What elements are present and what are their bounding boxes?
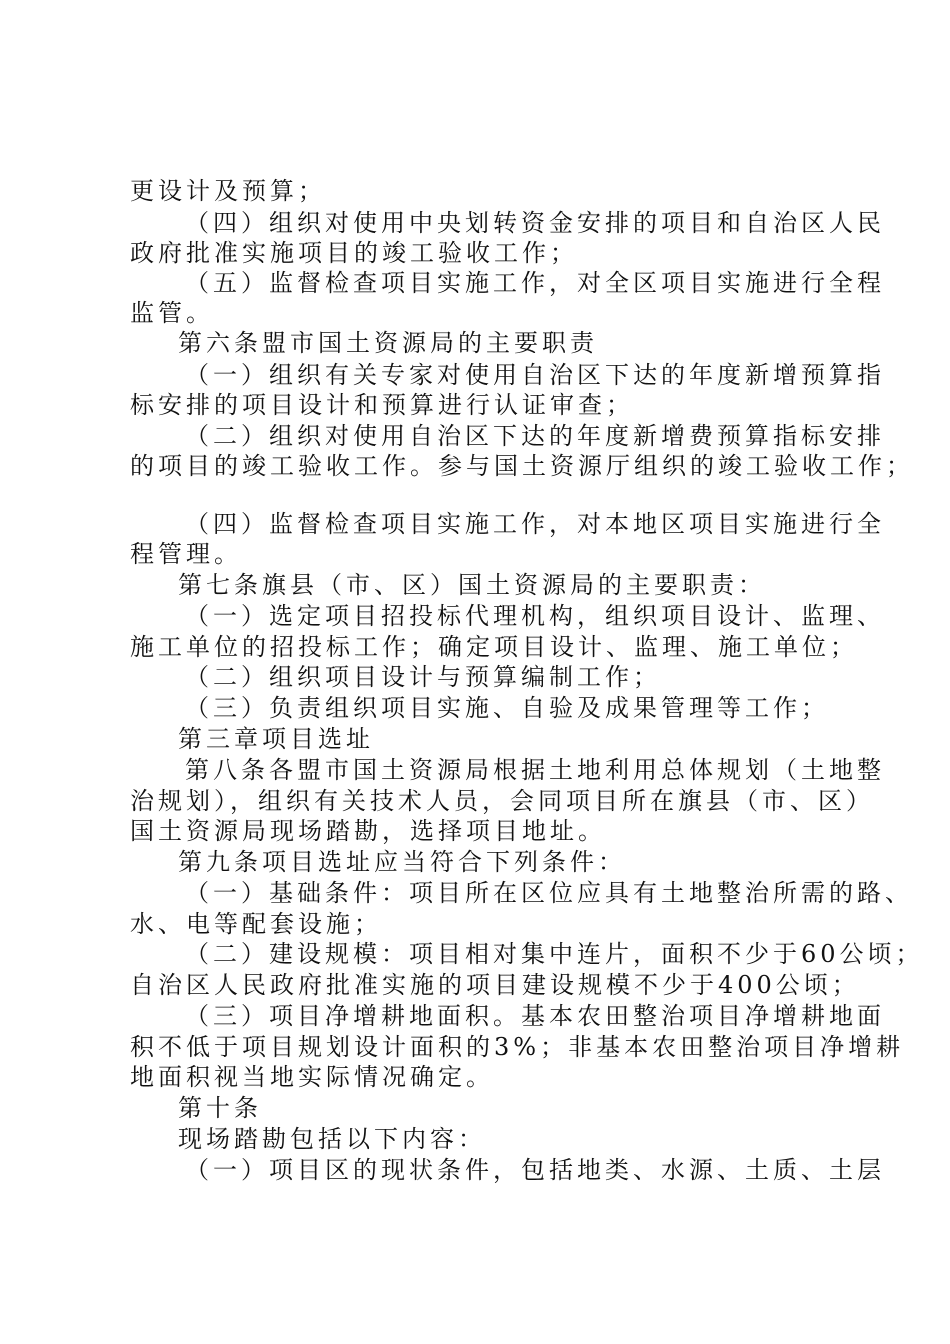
text-line: （一）基础条件：项目所在区位应具有土地整治所需的路、 xyxy=(185,879,913,907)
article-heading: 第六条盟市国土资源局的主要职责 xyxy=(178,329,598,357)
text-line: 标安排的项目设计和预算进行认证审查； xyxy=(130,391,634,419)
text-line: 政府批准实施项目的竣工验收工作； xyxy=(130,239,578,267)
article-heading: 第七条旗县（市、区）国土资源局的主要职责： xyxy=(178,571,766,599)
article-heading: 第九条项目选址应当符合下列条件： xyxy=(178,848,626,876)
text-line: （二）组织项目设计与预算编制工作； xyxy=(185,663,661,691)
text-line: （一）选定项目招投标代理机构，组织项目设计、监理、 xyxy=(185,602,885,630)
article-heading: 第十条 xyxy=(178,1094,262,1122)
text-line: 监管。 xyxy=(130,299,214,327)
text-line: （三）项目净增耕地面积。基本农田整治项目净增耕地面 xyxy=(185,1002,885,1030)
chapter-heading: 第三章项目选址 xyxy=(178,725,374,753)
text-line: （一）项目区的现状条件，包括地类、水源、土质、土层 xyxy=(185,1156,885,1184)
text-line: 第八条各盟市国土资源局根据土地利用总体规划（土地整 xyxy=(185,756,885,784)
text-line: 水、电等配套设施； xyxy=(130,910,382,938)
text-line: （一）组织有关专家对使用自治区下达的年度新增预算指 xyxy=(185,361,885,389)
text-line: 的项目的竣工验收工作。参与国土资源厅组织的竣工验收工作； xyxy=(130,452,914,480)
text-line: 国土资源局现场踏勘，选择项目地址。 xyxy=(130,817,606,845)
text-line: 现场踏勘包括以下内容： xyxy=(178,1125,486,1153)
text-line: 施工单位的招投标工作；确定项目设计、监理、施工单位； xyxy=(130,633,858,661)
text-line: 程管理。 xyxy=(130,540,242,568)
text-line: 地面积视当地实际情况确定。 xyxy=(130,1063,494,1091)
text-line: （四）监督检查项目实施工作，对本地区项目实施进行全 xyxy=(185,510,885,538)
text-line: （二）建设规模：项目相对集中连片，面积不少于60公顷； xyxy=(185,940,924,968)
text-line: 积不低于项目规划设计面积的3%；非基本农田整治项目净增耕 xyxy=(130,1033,905,1061)
text-line: （五）监督检查项目实施工作，对全区项目实施进行全程 xyxy=(185,269,885,297)
text-line: 更设计及预算； xyxy=(130,177,326,205)
text-line: （二）组织对使用自治区下达的年度新增费预算指标安排 xyxy=(185,422,885,450)
text-line: （三）负责组织项目实施、自验及成果管理等工作； xyxy=(185,694,829,722)
text-line: 自治区人民政府批准实施的项目建设规模不少于400公顷； xyxy=(130,971,860,999)
text-line: （四）组织对使用中央划转资金安排的项目和自治区人民 xyxy=(185,209,885,237)
text-line: 治规划），组织有关技术人员，会同项目所在旗县（市、区） xyxy=(130,787,874,815)
